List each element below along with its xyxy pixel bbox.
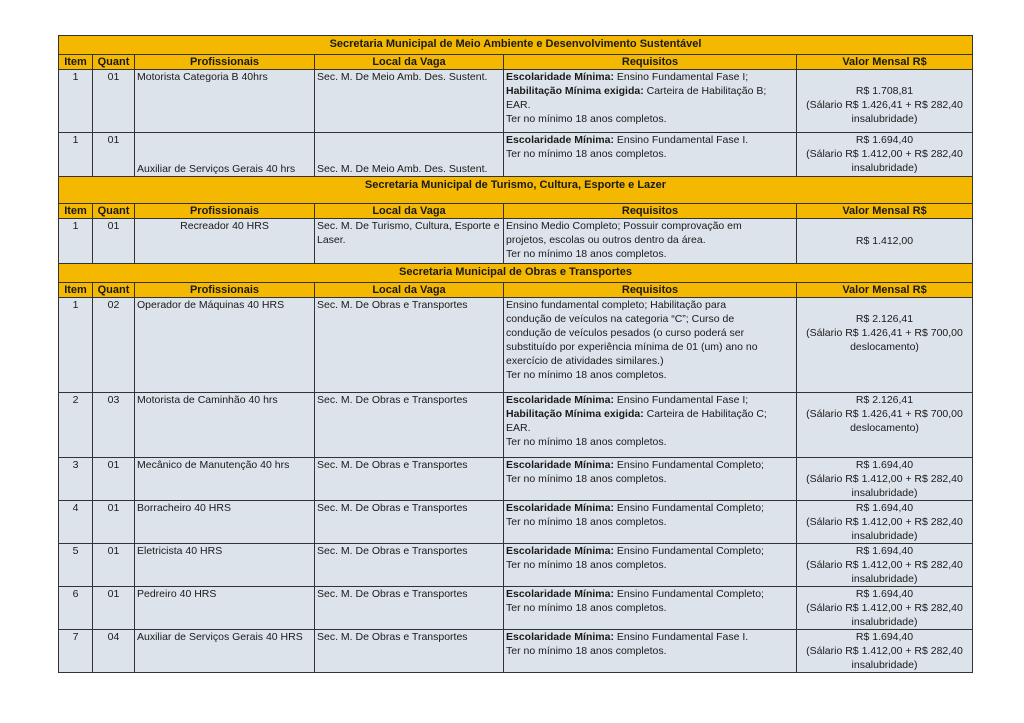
valor-line: R$ 1.694,40 [855,459,914,471]
col-header-quant: Quant [93,204,135,219]
requisito-text: Carteira de Habilitação C; [643,408,767,420]
requisito-line [506,112,794,126]
valor-line: (Sálario R$ 1.412,00 + R$ 282,40 [806,645,963,657]
table-row [59,219,973,264]
local-cell: Sec. M. De Obras e Transportes [315,501,504,544]
requisitos-cell [504,393,797,458]
requisito-line [506,298,794,312]
quant-cell: 04 [93,630,135,673]
profissional-cell: Operador de Máquinas 40 HRS [135,298,315,393]
local-cell: Sec. M. De Obras e Transportes [315,630,504,673]
valor-line: deslocamento) [850,341,919,353]
requisito-line [506,501,794,515]
valor-line: insalubridade) [851,487,918,499]
requisitos-cell [504,544,797,587]
valor-cell [797,501,973,544]
requisito-line [506,515,794,529]
table-row [59,544,973,587]
requisito-line [506,84,794,98]
valor-cell [797,544,973,587]
column-header-row [59,283,973,298]
item-cell: 3 [59,458,93,501]
table-row [59,133,973,177]
table-row [59,298,973,393]
requisito-line [506,458,794,472]
profissional-cell: Motorista Categoria B 40hrs [135,70,315,133]
requisito-text: Ter no mínimo 18 anos completos. [506,113,667,125]
valor-line: (Sálario R$ 1.412,00 + R$ 282,40 [806,559,963,571]
requisito-text: Ter no mínimo 18 anos completos. [506,559,667,571]
vacancy-table [58,35,973,673]
requisito-text: Ter no mínimo 18 anos completos. [506,248,667,260]
quant-cell: 01 [93,587,135,630]
section-title: Secretaria Municipal de Obras e Transportes [59,264,973,283]
valor-cell [797,298,973,393]
column-header-row [59,204,973,219]
requisitos-cell [504,501,797,544]
item-cell: 1 [59,219,93,264]
valor-line: R$ 1.412,00 [855,235,914,247]
col-header-requisitos: Requisitos [504,283,797,298]
item-cell: 1 [59,133,93,177]
requisito-line [506,407,794,421]
valor-line: R$ 1.694,40 [855,134,914,146]
profissional-cell: Auxiliar de Serviços Gerais 40 hrs [135,133,315,177]
quant-cell: 01 [93,219,135,264]
quant-cell: 01 [93,133,135,177]
requisito-text: Ensino Medio Completo; Possuir comprovação em [506,220,742,232]
local-cell: Sec. M. De Obras e Transportes [315,458,504,501]
local-cell: Sec. M. De Obras e Transportes [315,298,504,393]
valor-line [799,70,970,84]
valor-line: R$ 1.694,40 [855,631,914,643]
valor-line: R$ 1.708,81 [855,85,914,97]
requisito-text: Carteira de Habilitação B; [643,85,767,97]
col-header-quant: Quant [93,283,135,298]
requisito-line [506,393,794,407]
requisito-line [506,587,794,601]
col-header-valor: Valor Mensal R$ [797,204,973,219]
profissional-cell: Mecânico de Manutenção 40 hrs [135,458,315,501]
item-cell: 1 [59,298,93,393]
requisitos-cell [504,587,797,630]
requisitos-cell [504,70,797,133]
requisito-text: Ensino Fundamental Completo; [613,545,764,557]
valor-line: insalubridade) [851,573,918,585]
local-cell: Sec. M. De Meio Amb. Des. Sustent. [315,70,504,133]
col-header-profissionais: Profissionais [135,55,315,70]
requisito-line [506,147,794,161]
requisito-line [506,368,794,382]
requisito-line [506,601,794,615]
requisitos-cell [504,298,797,393]
requisito-line [506,354,794,368]
valor-line: insalubridade) [851,659,918,671]
section-title: Secretaria Municipal de Meio Ambiente e Desenvolvimento Sustentável [59,36,973,55]
requisito-line [506,544,794,558]
requisito-text: EAR. [506,99,531,111]
requisito-line [506,558,794,572]
profissional-cell: Borracheiro 40 HRS [135,501,315,544]
requisito-text: Ter no mínimo 18 anos completos. [506,516,667,528]
section-title: Secretaria Municipal de Turismo, Cultura, Esporte e Lazer [59,177,973,204]
requisito-label: Escolaridade Mínima: [506,631,614,643]
quant-cell: 01 [93,70,135,133]
quant-cell: 02 [93,298,135,393]
valor-cell [797,393,973,458]
requisito-line [506,219,794,233]
valor-line: R$ 2.126,41 [855,394,914,406]
valor-line: insalubridade) [851,530,918,542]
requisito-label: Escolaridade Mínima: [506,134,614,146]
requisito-text: projetos, escolas ou outros dentro da área. [506,234,706,246]
local-cell: Sec. M. De Turismo, Cultura, Esporte e Laser. [315,219,504,264]
quant-cell: 01 [93,544,135,587]
column-header-row [59,55,973,70]
col-header-profissionais: Profissionais [135,283,315,298]
section-header [59,36,973,55]
requisito-text: Ensino Fundamental Fase I. [613,631,749,643]
requisito-line [506,247,794,261]
valor-line: (Sálario R$ 1.412,00 + R$ 282,40 [806,602,963,614]
requisito-line [506,70,794,84]
vacancy-table-sheet [58,35,972,673]
local-cell: Sec. M. De Obras e Transportes [315,544,504,587]
valor-line: R$ 1.694,40 [855,588,914,600]
requisito-text: Ensino Fundamental Completo; [613,459,764,471]
requisito-line [506,326,794,340]
valor-line: (Sálario R$ 1.412,00 + R$ 282,40 [806,148,963,160]
local-cell: Sec. M. De Obras e Transportes [315,393,504,458]
requisito-text: Ensino Fundamental Fase I. [613,134,749,146]
requisito-text: Ter no mínimo 18 anos completos. [506,148,667,160]
valor-line: insalubridade) [851,616,918,628]
valor-line: R$ 2.126,41 [855,313,914,325]
valor-line: (Sálario R$ 1.412,00 + R$ 282,40 [806,516,963,528]
requisito-label: Escolaridade Mínima: [506,459,614,471]
requisito-label: Habilitação Mínima exigida: [506,408,644,420]
requisito-text: Ensino Fundamental Completo; [613,588,764,600]
table-row [59,501,973,544]
section-header [59,177,973,204]
local-cell: Sec. M. De Obras e Transportes [315,587,504,630]
requisito-label: Habilitação Mínima exigida: [506,85,644,97]
col-header-local: Local da Vaga [315,55,504,70]
table-row [59,630,973,673]
col-header-requisitos: Requisitos [504,55,797,70]
requisito-label: Escolaridade Mínima: [506,71,614,83]
item-cell: 7 [59,630,93,673]
requisito-text: condução de veículos na categoria “C”; Curso de [506,313,735,325]
item-cell: 1 [59,70,93,133]
local-cell: Sec. M. De Meio Amb. Des. Sustent. [315,133,504,177]
requisito-line [506,435,794,449]
section-header [59,264,973,283]
col-header-valor: Valor Mensal R$ [797,283,973,298]
valor-line: insalubridade) [851,113,918,125]
requisito-text: Ensino fundamental completo; Habilitação para [506,299,727,311]
valor-cell [797,70,973,133]
requisito-label: Escolaridade Mínima: [506,545,614,557]
item-cell: 4 [59,501,93,544]
requisito-text: Ensino Fundamental Fase I; [613,394,749,406]
requisitos-cell [504,219,797,264]
requisito-line [506,644,794,658]
requisito-line [506,421,794,435]
table-row [59,458,973,501]
valor-line: R$ 1.694,40 [855,502,914,514]
col-header-quant: Quant [93,55,135,70]
valor-cell [797,587,973,630]
col-header-requisitos: Requisitos [504,204,797,219]
requisito-text: substituído por experiência mínima de 01 (um) ano no [506,341,758,353]
profissional-cell: Auxiliar de Serviços Gerais 40 HRS [135,630,315,673]
valor-cell [797,133,973,177]
requisito-label: Escolaridade Mínima: [506,588,614,600]
requisito-text: Ter no mínimo 18 anos completos. [506,645,667,657]
item-cell: 2 [59,393,93,458]
profissional-cell: Recreador 40 HRS [135,219,315,264]
requisito-line [506,630,794,644]
col-header-valor: Valor Mensal R$ [797,55,973,70]
table-row [59,70,973,133]
table-row [59,393,973,458]
requisito-line [506,98,794,112]
profissional-cell: Motorista de Caminhão 40 hrs [135,393,315,458]
valor-line: deslocamento) [850,422,919,434]
quant-cell: 03 [93,393,135,458]
requisito-label: Escolaridade Mínima: [506,394,614,406]
quant-cell: 01 [93,458,135,501]
col-header-item: Item [59,55,93,70]
requisito-text: Ter no mínimo 18 anos completos. [506,369,667,381]
valor-line: (Sálario R$ 1.412,00 + R$ 282,40 [806,473,963,485]
requisito-line [506,133,794,147]
quant-cell: 01 [93,501,135,544]
requisito-line [506,312,794,326]
profissional-cell: Pedreiro 40 HRS [135,587,315,630]
requisito-text: condução de veículos pesados (o curso poderá ser [506,327,745,339]
col-header-item: Item [59,204,93,219]
col-header-profissionais: Profissionais [135,204,315,219]
valor-line: (Sálario R$ 1.426,41 + R$ 700,00 [806,327,963,339]
valor-line: (Sálario R$ 1.426,41 + R$ 700,00 [806,408,963,420]
valor-cell [797,458,973,501]
valor-line: insalubridade) [851,162,918,174]
requisito-text: Ter no mínimo 18 anos completos. [506,436,667,448]
requisito-text: Ter no mínimo 18 anos completos. [506,473,667,485]
valor-cell [797,630,973,673]
item-cell: 5 [59,544,93,587]
requisito-text: exercício de atividades similares.) [506,355,664,367]
requisitos-cell [504,133,797,177]
requisitos-cell [504,630,797,673]
valor-line: (Sálario R$ 1.426,41 + R$ 282,40 [806,99,963,111]
col-header-local: Local da Vaga [315,283,504,298]
col-header-item: Item [59,283,93,298]
requisito-text: Ensino Fundamental Fase I; [613,71,749,83]
requisito-label: Escolaridade Mínima: [506,502,614,514]
col-header-local: Local da Vaga [315,204,504,219]
item-cell: 6 [59,587,93,630]
table-row [59,587,973,630]
requisitos-cell [504,458,797,501]
profissional-cell: Eletricista 40 HRS [135,544,315,587]
requisito-line [506,472,794,486]
requisito-text: EAR. [506,422,531,434]
valor-cell [797,219,973,264]
valor-line: R$ 1.694,40 [855,545,914,557]
requisito-text: Ensino Fundamental Completo; [613,502,764,514]
requisito-line [506,233,794,247]
requisito-text: Ter no mínimo 18 anos completos. [506,602,667,614]
requisito-line [506,340,794,354]
